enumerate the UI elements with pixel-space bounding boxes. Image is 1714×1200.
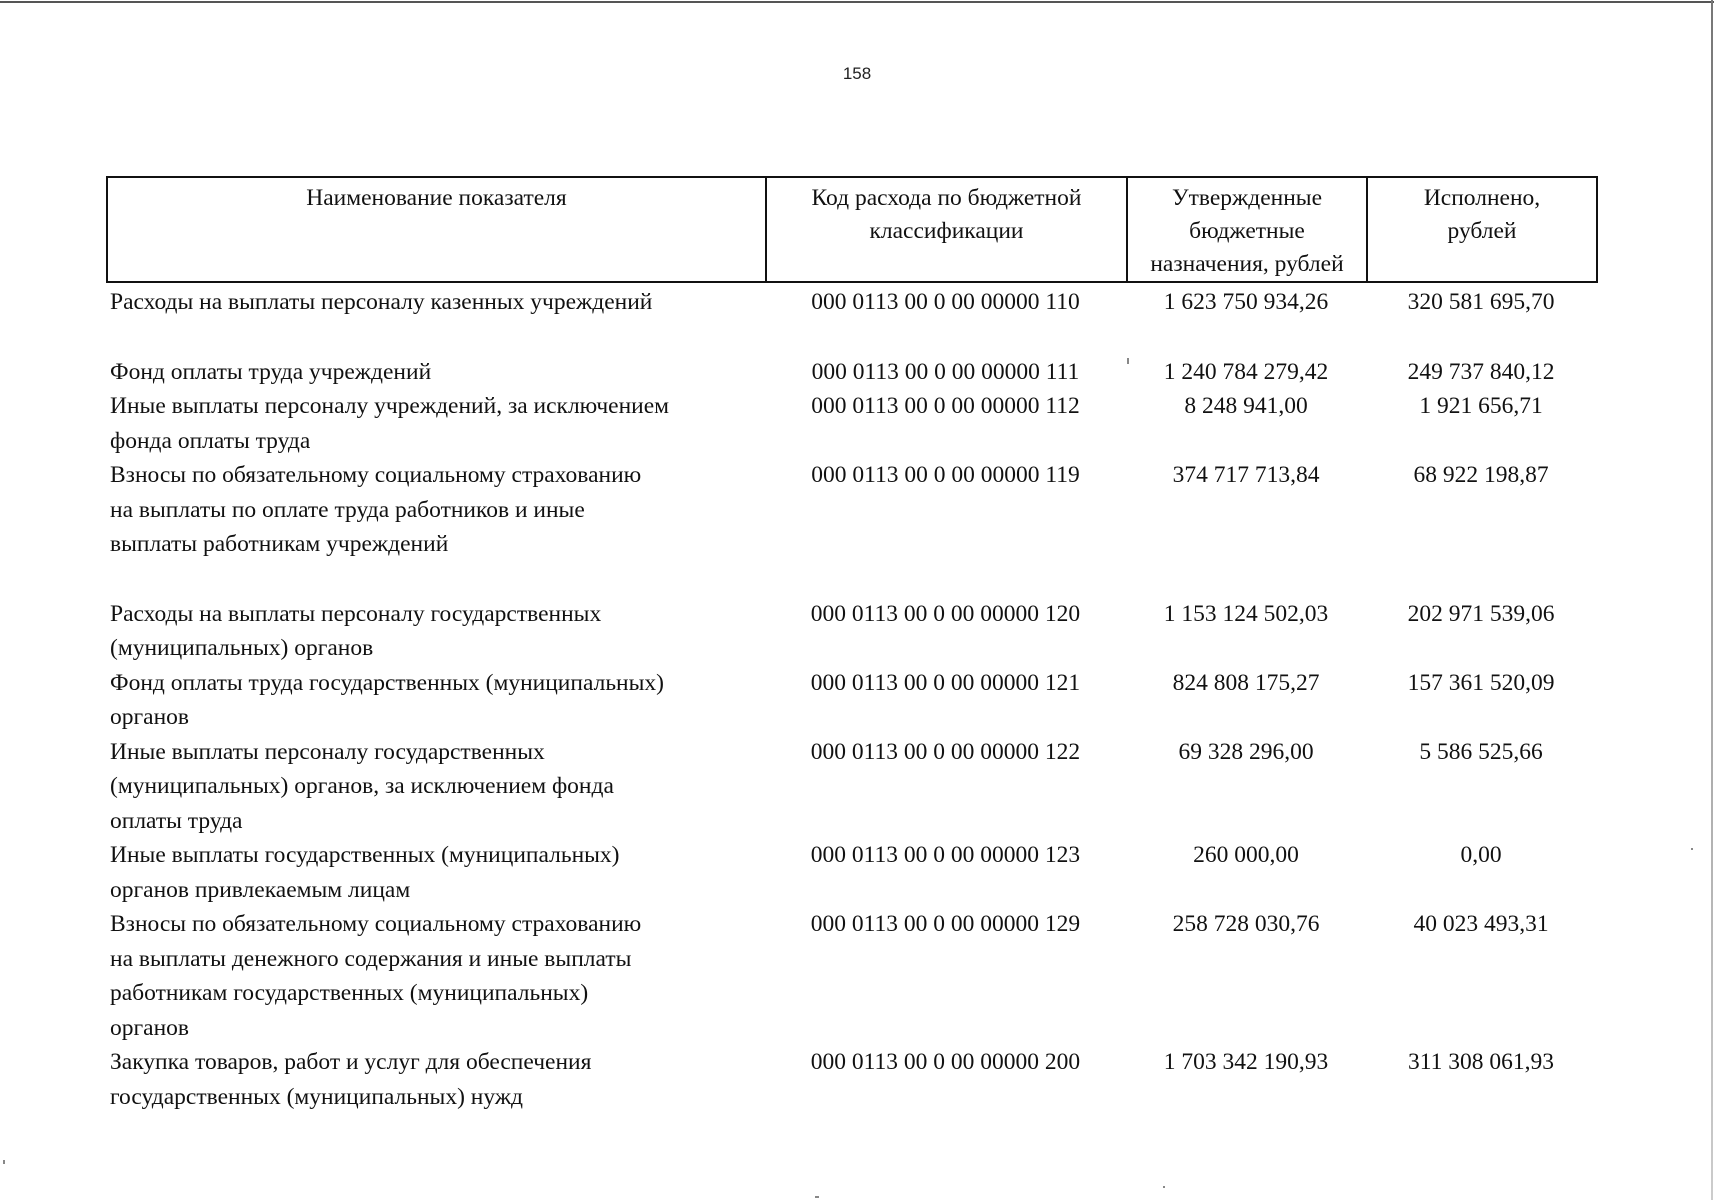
table-row — [106, 389, 1596, 458]
row-executed-amount: 157 361 520,09 — [1407, 669, 1555, 696]
row-approved-amount: 1 703 342 190,93 — [1163, 1049, 1329, 1075]
header-approved-appropriations: Утвержденные бюджетные назначения, рублей — [1127, 177, 1367, 282]
page-number: 158 — [842, 64, 872, 83]
row-name: Фонд оплаты труда учреждений — [110, 358, 432, 385]
row-executed-amount: 40 023 493,31 — [1413, 911, 1549, 937]
row-executed-amount: 311 308 061,93 — [1407, 1049, 1554, 1075]
row-name: Фонд оплаты труда государственных (муниципальных) органов — [110, 669, 664, 730]
row-code: 000 0113 00 0 00 00000 112 — [811, 393, 1080, 419]
row-name: Взносы по обязательному социальному страхованию на выплаты по оплате труда работников и иные выплаты работникам учреждений — [110, 462, 642, 557]
row-approved-amount: 258 728 030,76 — [1172, 911, 1320, 937]
scan-artifact — [1163, 1186, 1165, 1188]
row-approved-amount: 824 808 175,27 — [1172, 669, 1320, 696]
row-code: 000 0113 00 0 00 00000 111 — [811, 358, 1080, 385]
row-approved-amount: 374 717 713,84 — [1172, 462, 1320, 488]
row-name: Расходы на выплаты персоналу казенных учреждений — [110, 289, 653, 315]
header-expense-code: Код расхода по бюджетной классификации — [766, 177, 1127, 282]
table-row — [106, 907, 1596, 1045]
row-code: 000 0113 00 0 00 00000 129 — [810, 911, 1081, 937]
row-name: Закупка товаров, работ и услуг для обеспечения государственных (муниципальных) нужд — [110, 1049, 592, 1110]
table-header — [106, 176, 1598, 283]
row-executed-amount: 249 737 840,12 — [1407, 358, 1555, 385]
row-executed-amount: 320 581 695,70 — [1407, 289, 1555, 315]
row-name: Иные выплаты персоналу учреждений, за исключением фонда оплаты труда — [110, 393, 670, 454]
row-executed-amount: 1 921 656,71 — [1419, 393, 1543, 419]
header-executed: Исполнено, рублей — [1367, 177, 1597, 282]
row-executed-amount: 5 586 525,66 — [1419, 738, 1543, 765]
table-row — [106, 666, 1596, 735]
row-name: Иные выплаты государственных (муниципальных) органов привлекаемым лицам — [110, 842, 620, 903]
row-code: 000 0113 00 0 00 00000 120 — [810, 600, 1081, 627]
row-approved-amount: 8 248 941,00 — [1184, 393, 1308, 419]
table-body — [106, 285, 1596, 1114]
row-name: Иные выплаты персоналу государственных (муниципальных) органов, за исключением фонда оплаты труда — [110, 738, 614, 834]
row-name: Расходы на выплаты персоналу государственных (муниципальных) органов — [110, 600, 602, 661]
row-approved-amount: 1 623 750 934,26 — [1163, 289, 1329, 315]
row-name: Взносы по обязательному социальному страхованию на выплаты денежного содержания и иные выплаты работникам государственных (муниципальных) органов — [110, 911, 642, 1041]
row-approved-amount: 1 153 124 502,03 — [1163, 600, 1329, 627]
row-code: 000 0113 00 0 00 00000 200 — [810, 1049, 1081, 1075]
scan-artifact — [1691, 848, 1693, 850]
row-executed-amount: 68 922 198,87 — [1413, 462, 1549, 488]
table-row — [106, 285, 1596, 355]
header-indicator-name: Наименование показателя — [107, 177, 766, 282]
table-row — [106, 735, 1596, 839]
table-row — [106, 597, 1596, 666]
row-code: 000 0113 00 0 00 00000 121 — [810, 669, 1081, 696]
row-executed-amount: 0,00 — [1460, 842, 1502, 868]
header-row — [107, 177, 1597, 282]
row-code: 000 0113 00 0 00 00000 110 — [811, 289, 1080, 315]
table-row — [106, 355, 1596, 390]
scan-artifact — [3, 1160, 5, 1164]
row-approved-amount: 1 240 784 279,42 — [1163, 358, 1329, 385]
row-code: 000 0113 00 0 00 00000 119 — [811, 462, 1080, 488]
table-row — [106, 1045, 1596, 1114]
scan-edge-top — [0, 1, 1714, 3]
table-row — [106, 458, 1596, 597]
table-row — [106, 838, 1596, 907]
row-code: 000 0113 00 0 00 00000 123 — [810, 842, 1081, 868]
scan-edge-right — [1711, 0, 1713, 1200]
row-approved-amount: 260 000,00 — [1193, 842, 1299, 868]
scan-artifact — [815, 1196, 819, 1198]
row-code: 000 0113 00 0 00 00000 122 — [810, 738, 1081, 765]
row-approved-amount: 69 328 296,00 — [1178, 738, 1314, 765]
row-executed-amount: 202 971 539,06 — [1407, 600, 1555, 627]
